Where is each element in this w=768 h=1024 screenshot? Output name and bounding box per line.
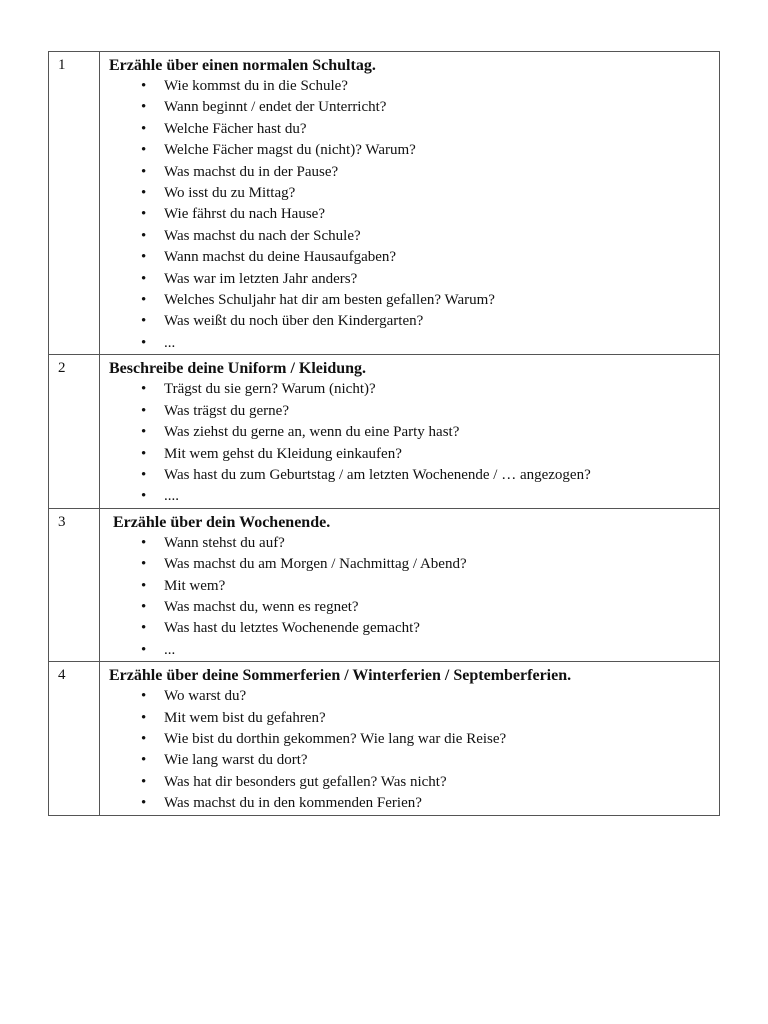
list-item: • Welches Schuljahr hat dir am besten gefallen? Warum? xyxy=(109,290,719,311)
section-heading: Beschreibe deine Uniform / Kleidung. xyxy=(109,360,367,378)
list-item: • Mit wem gehst du Kleidung einkaufen? xyxy=(109,444,719,465)
question-table xyxy=(48,51,720,816)
list-item: • Was weißt du noch über den Kindergarten? xyxy=(109,311,719,332)
content-cell xyxy=(100,508,720,661)
list-item: • Was machst du in den kommenden Ferien? xyxy=(109,793,719,814)
table-row xyxy=(49,355,720,508)
question-list xyxy=(109,76,719,354)
number-cell xyxy=(49,508,100,661)
number-cell xyxy=(49,355,100,508)
section-heading: Erzähle über einen normalen Schultag. xyxy=(109,57,376,74)
question-list xyxy=(109,686,719,814)
list-item: • Wo isst du zu Mittag? xyxy=(109,183,719,204)
list-item: • Was machst du, wenn es regnet? xyxy=(109,597,719,618)
section-number: 2 xyxy=(58,360,66,377)
section-heading: Erzähle über dein Wochenende. xyxy=(113,513,331,531)
list-item: • ... xyxy=(109,333,719,354)
list-item: • Wann stehst du auf? xyxy=(109,533,719,554)
list-item: • Mit wem bist du gefahren? xyxy=(109,708,719,729)
section-number: 3 xyxy=(58,513,66,530)
list-item: • Was hast du letztes Wochenende gemacht? xyxy=(109,618,719,639)
table-row xyxy=(49,52,720,355)
list-item: • Was machst du am Morgen / Nachmittag / Abend? xyxy=(109,554,719,575)
list-item: • Was machst du in der Pause? xyxy=(109,162,719,183)
list-item: • .... xyxy=(109,486,719,507)
list-item: • Was ziehst du gerne an, wenn du eine Party hast? xyxy=(109,422,719,443)
question-list xyxy=(109,379,719,507)
list-item: • ... xyxy=(109,640,719,661)
list-item: • Was hast du zum Geburtstag / am letzten Wochenende / … angezogen? xyxy=(109,465,719,486)
table-row xyxy=(49,508,720,661)
list-item: • Wie bist du dorthin gekommen? Wie lang war die Reise? xyxy=(109,729,719,750)
section-number: 4 xyxy=(58,667,66,684)
content-cell xyxy=(100,662,720,815)
section-number: 1 xyxy=(58,57,66,73)
list-item: • Wie kommst du in die Schule? xyxy=(109,76,719,97)
list-item: • Wann beginnt / endet der Unterricht? xyxy=(109,97,719,118)
section-heading: Erzähle über deine Sommerferien / Winterferien / Septemberferien. xyxy=(109,667,572,685)
content-cell xyxy=(100,52,720,355)
list-item: • Wo warst du? xyxy=(109,686,719,707)
list-item: • Was hat dir besonders gut gefallen? Was nicht? xyxy=(109,772,719,793)
table-row xyxy=(49,662,720,815)
list-item: • Mit wem? xyxy=(109,576,719,597)
number-cell xyxy=(49,52,100,355)
list-item: • Wann machst du deine Hausaufgaben? xyxy=(109,247,719,268)
content-cell xyxy=(100,355,720,508)
list-item: • Trägst du sie gern? Warum (nicht)? xyxy=(109,379,719,400)
question-list xyxy=(109,533,719,661)
list-item: • Was machst du nach der Schule? xyxy=(109,226,719,247)
list-item: • Welche Fächer hast du? xyxy=(109,119,719,140)
list-item: • Was trägst du gerne? xyxy=(109,401,719,422)
list-item: • Wie lang warst du dort? xyxy=(109,750,719,771)
list-item: • Welche Fächer magst du (nicht)? Warum? xyxy=(109,140,719,161)
list-item: • Wie fährst du nach Hause? xyxy=(109,204,719,225)
list-item: • Was war im letzten Jahr anders? xyxy=(109,269,719,290)
number-cell xyxy=(49,662,100,815)
